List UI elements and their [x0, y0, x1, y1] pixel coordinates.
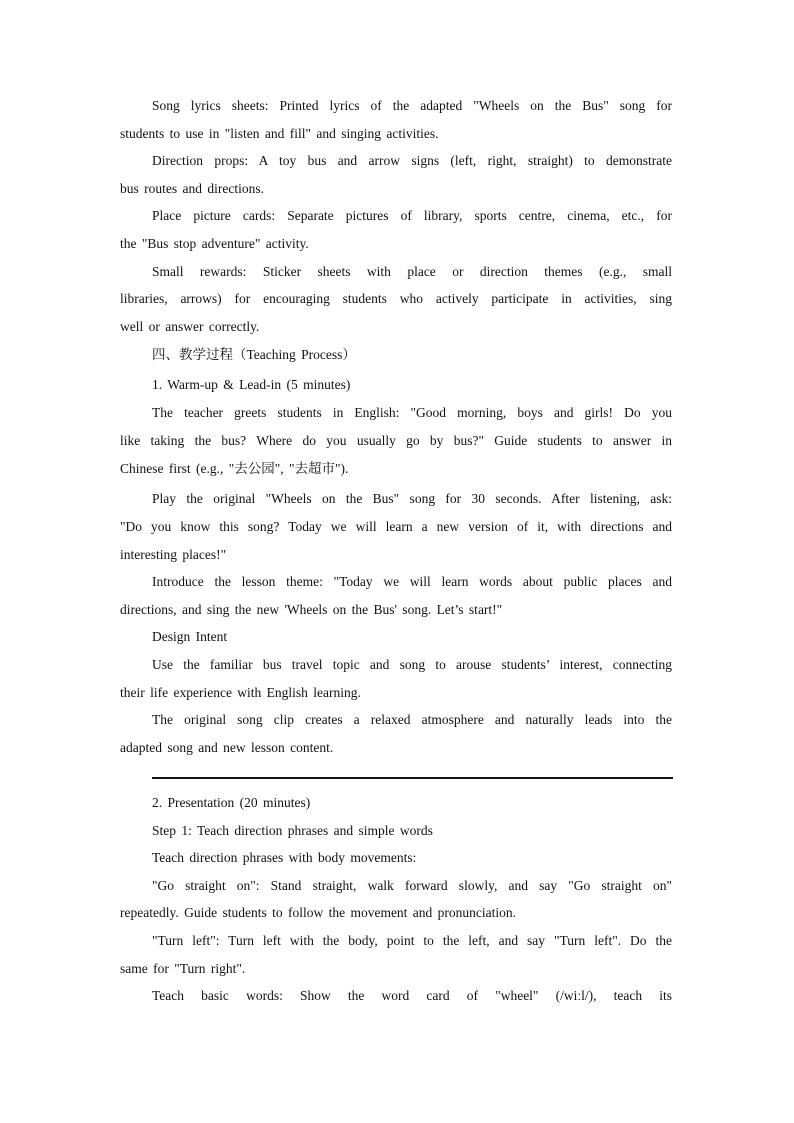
introduce-theme-line-1: Introduce the lesson theme: "Today we will learn words about public places and: [152, 574, 672, 589]
lyrics-sheets-line-2: students to use in "listen and fill" and singing activities.: [120, 126, 439, 141]
play-song-line-3: interesting places!": [120, 547, 227, 562]
small-rewards-line-2: libraries, arrows) for encouraging students who actively participate in activities, sing: [120, 291, 672, 306]
design-intent-line-3: The original song clip creates a relaxed atmosphere and naturally leads into the: [152, 712, 672, 727]
greeting-line-2: like taking the bus? Where do you usually go by bus?" Guide students to answer in: [120, 433, 672, 448]
introduce-theme-line-2: directions, and sing the new 'Wheels on the Bus' song. Let’s start!": [120, 602, 503, 617]
design-intent-line-4: adapted song and new lesson content.: [120, 740, 334, 755]
horizontal-divider: [152, 777, 673, 779]
design-intent-line-1: Use the familiar bus travel topic and song to arouse students’ interest, connecting: [152, 657, 672, 672]
go-straight-line-2: repeatedly. Guide students to follow the movement and pronunciation.: [120, 905, 517, 920]
turn-left-line-2: same for "Turn right".: [120, 961, 246, 976]
step1-title: Step 1: Teach direction phrases and simple words: [152, 823, 433, 838]
go-straight-line-1: "Go straight on": Stand straight, walk forward slowly, and say "Go straight on": [152, 878, 672, 893]
design-intent-line-2: their life experience with English learning.: [120, 685, 361, 700]
small-rewards-line-3: well or answer correctly.: [120, 319, 260, 334]
small-rewards-line-1: Small rewards: Sticker sheets with place or direction themes (e.g., small: [152, 264, 672, 279]
play-song-line-1: Play the original "Wheels on the Bus" song for 30 seconds. After listening, ask:: [152, 491, 672, 506]
play-song-line-2: "Do you know this song? Today we will learn a new version of it, with directions and: [120, 519, 672, 534]
section-heading-teaching-process: 四、教学过程（Teaching Process）: [152, 347, 356, 362]
teach-direction-line: Teach direction phrases with body movements:: [152, 850, 417, 865]
place-cards-line-1: Place picture cards: Separate pictures of library, sports centre, cinema, etc., for: [152, 208, 672, 223]
place-cards-line-2: the "Bus stop adventure" activity.: [120, 236, 309, 251]
design-intent-label: Design Intent: [152, 629, 228, 644]
greeting-line-1: The teacher greets students in English: "Good morning, boys and girls! Do you: [152, 405, 672, 420]
lyrics-sheets-line-1: Song lyrics sheets: Printed lyrics of the adapted "Wheels on the Bus" song for: [152, 98, 672, 113]
teach-basic-words-line-1: Teach basic words: Show the word card of "wheel" (/wiːl/), teach its: [152, 988, 672, 1003]
warmup-title: 1. Warm-up & Lead-in (5 minutes): [152, 377, 351, 392]
greeting-line-3: Chinese first (e.g., "去公园", "去超市").: [120, 461, 349, 476]
direction-props-line-2: bus routes and directions.: [120, 181, 264, 196]
direction-props-line-1: Direction props: A toy bus and arrow signs (left, right, straight) to demonstrate: [152, 153, 672, 168]
presentation-title: 2. Presentation (20 minutes): [152, 795, 311, 810]
turn-left-line-1: "Turn left": Turn left with the body, point to the left, and say "Turn left". Do the: [152, 933, 672, 948]
